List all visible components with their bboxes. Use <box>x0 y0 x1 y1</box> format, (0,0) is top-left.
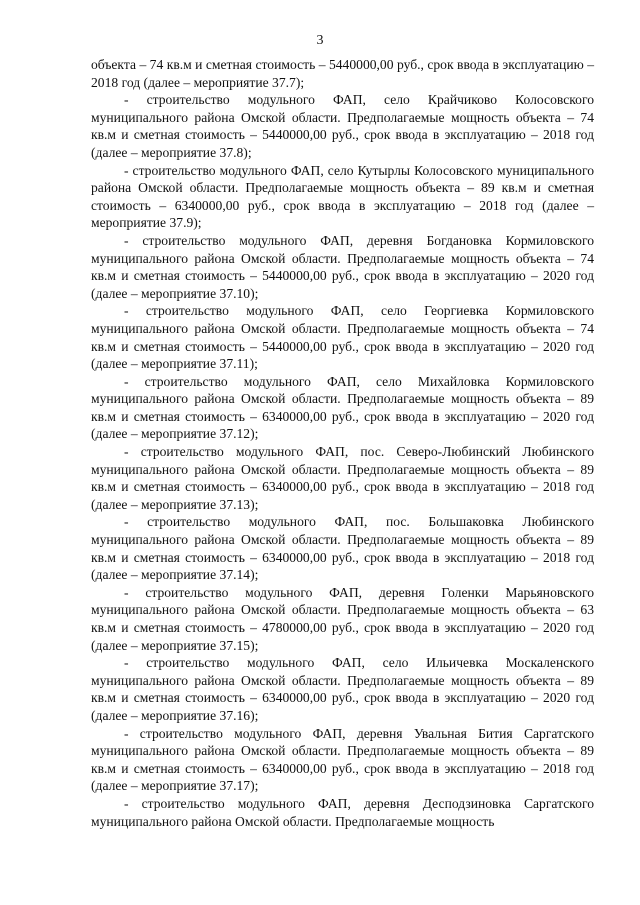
list-item-37-18: - строительство модульного ФАП, деревня Десподзиновка Саргатского муниципального района Омской области. Предполагаемые мощность <box>91 795 594 829</box>
list-item-37-13: - строительство модульного ФАП, пос. Северо-Любинский Любинского муниципального района Омской области. Предполагаемые мощность объекта – 89 кв.м и сметная стоимость – 6340000,00 руб., срок ввода в эксплуатацию – 2018 год (далее – мероприятие 37.13); <box>91 444 594 512</box>
list-item-37-15: - строительство модульного ФАП, деревня Голенки Марьяновского муниципального района Омской области. Предполагаемые мощность объекта – 63 кв.м и сметная стоимость – 4780000,00 руб., срок ввода в эксплуатацию – 2020 год (далее – мероприятие 37.15); <box>91 584 594 653</box>
list-item-37-17: - строительство модульного ФАП, деревня Увальная Бития Саргатского муниципального района Омской области. Предполагаемые мощность объекта – 89 кв.м и сметная стоимость – 6340000,00 руб., срок ввода в эксплуатацию – 2018 год (далее – мероприятие 37.17); <box>91 725 594 794</box>
list-item-37-11: - строительство модульного ФАП, село Георгиевка Кормиловского муниципального района Омской области. Предполагаемые мощность объекта – 74 кв.м и сметная стоимость – 5440000,00 руб., срок ввода в эксплуатацию – 2020 год (далее – мероприятие 37.11); <box>91 303 594 372</box>
list-item-37-10: - строительство модульного ФАП, деревня Богдановка Кормиловского муниципального района Омской области. Предполагаемые мощность объекта – 74 кв.м и сметная стоимость – 5440000,00 руб., срок ввода в эксплуатацию – 2020 год (далее – мероприятие 37.10); <box>91 232 594 301</box>
list-item-37-12: - строительство модульного ФАП, село Михайловка Кормиловского муниципального района Омской области. Предполагаемые мощность объекта – 89 кв.м и сметная стоимость – 6340000,00 руб., срок ввода в эксплуатацию – 2020 год (далее – мероприятие 37.12); <box>91 373 594 442</box>
paragraph-continuation: объекта – 74 кв.м и сметная стоимость – 5440000,00 руб., срок ввода в эксплуатацию – 2018 год (далее – мероприятие 37.7); <box>91 57 594 90</box>
list-item-37-9: - строительство модульного ФАП, село Кутырлы Колосовского муниципального района Омской области. Предполагаемые мощность объекта – 89 кв.м и сметная стоимость – 6340000,00 руб., срок ввода в эксплуатацию – 2018 год (далее – мероприятие 37.9); <box>91 162 594 231</box>
list-item-37-8: - строительство модульного ФАП, село Крайчиково Колосовского муниципального района Омской области. Предполагаемые мощность объекта – 74 кв.м и сметная стоимость – 5440000,00 руб., срок ввода в эксплуатацию – 2018 год (далее – мероприятие 37.8); <box>91 92 594 160</box>
document-body <box>91 56 594 830</box>
list-item-37-16: - строительство модульного ФАП, село Ильичевка Москаленского муниципального района Омской области. Предполагаемые мощность объекта – 89 кв.м и сметная стоимость – 6340000,00 руб., срок ввода в эксплуатацию – 2020 год (далее – мероприятие 37.16); <box>91 655 594 723</box>
page-number: 3 <box>316 33 324 48</box>
list-item-37-14: - строительство модульного ФАП, пос. Большаковка Любинского муниципального района Омской области. Предполагаемые мощность объекта – 89 кв.м и сметная стоимость – 6340000,00 руб., срок ввода в эксплуатацию – 2018 год (далее – мероприятие 37.14); <box>91 514 594 583</box>
